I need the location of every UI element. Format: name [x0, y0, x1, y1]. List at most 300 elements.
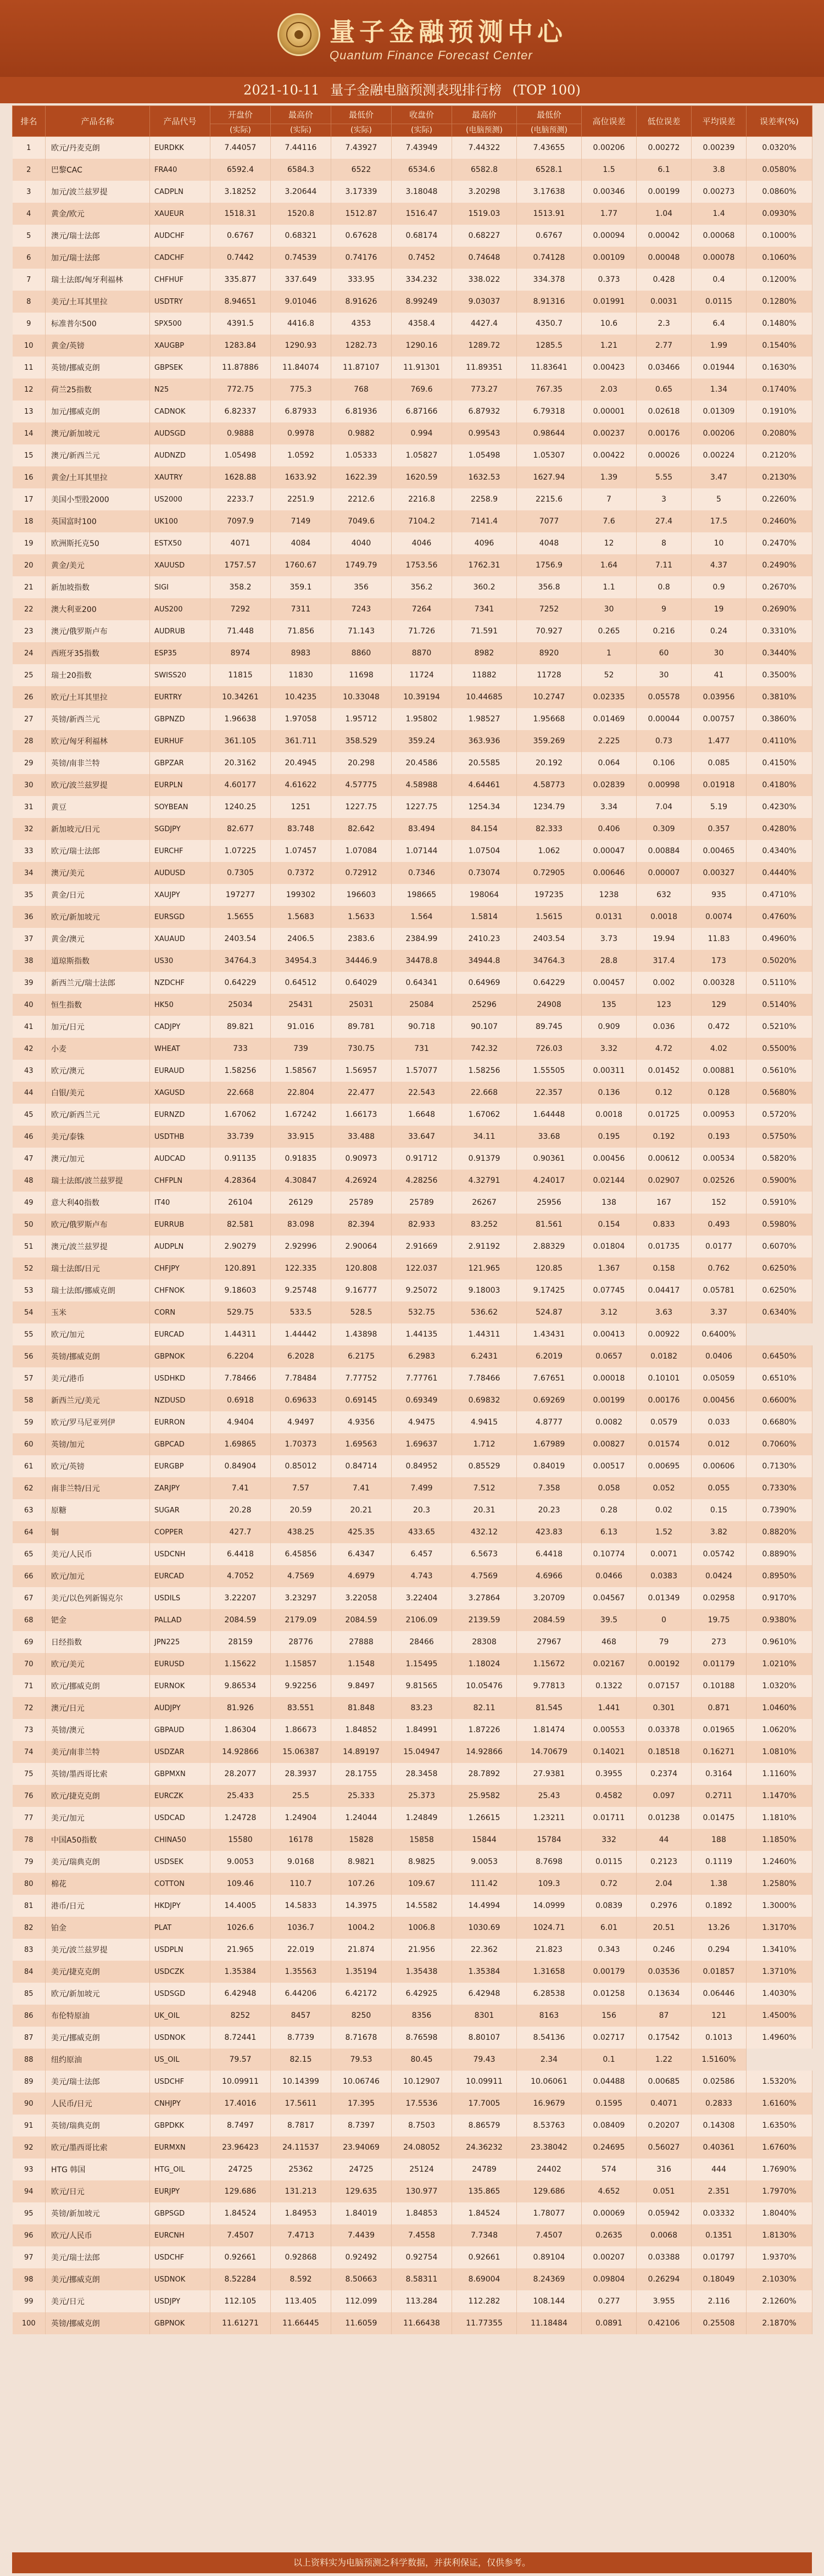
cell-open: 82.677	[210, 818, 271, 840]
cell-pred-high: 2258.9	[452, 488, 517, 510]
cell-name: 黄金/美元	[46, 554, 150, 576]
cell-name: 黄金/日元	[46, 884, 150, 906]
cell-name: 欧元/美元	[46, 1653, 150, 1675]
cell-open: 1240.25	[210, 796, 271, 818]
cell-pred-low: 7077	[517, 510, 582, 532]
cell-err-pct: 0.4180%	[747, 774, 812, 796]
cell-high: 16178	[271, 1829, 331, 1851]
cell-rank: 35	[13, 884, 46, 906]
cell-close: 28466	[392, 1631, 452, 1653]
cell-low: 2084.59	[331, 1609, 392, 1631]
table-row	[13, 774, 812, 796]
cell-avg-err: 1.477	[692, 730, 747, 752]
cell-avg-err: 188	[692, 1829, 747, 1851]
cell-low: 356	[331, 576, 392, 598]
cell-code: USDTRY	[150, 291, 210, 313]
cell-name: 欧元/瑞士法郎	[46, 840, 150, 862]
cell-name: 欧元/罗马尼亚列伊	[46, 1411, 150, 1433]
cell-rank: 54	[13, 1301, 46, 1323]
cell-close: 334.232	[392, 269, 452, 291]
cell-high-err: 1238	[582, 884, 637, 906]
cell-low-err: 6.1	[637, 159, 692, 181]
table-row	[13, 247, 812, 269]
cell-low-err: 0.73	[637, 730, 692, 752]
cell-high: 1251	[271, 796, 331, 818]
cell-name: 加元/日元	[46, 1016, 150, 1038]
cell-err-pct: 2.1870%	[747, 2312, 812, 2334]
cell-pred-high: 1.712	[452, 1433, 517, 1455]
table-row	[13, 1104, 812, 1126]
table-row	[13, 1763, 812, 1785]
cell-avg-err: 0.01797	[692, 2246, 747, 2268]
cell-rank: 13	[13, 400, 46, 422]
cell-pred-low: 14.0999	[517, 1895, 582, 1917]
cell-high: 4.9497	[271, 1411, 331, 1433]
cell-err-pct: 1.1850%	[747, 1829, 812, 1851]
cell-pred-high: 4.64461	[452, 774, 517, 796]
cell-open: 1.44311	[210, 1323, 271, 1345]
cell-name: 欧元/加元	[46, 1323, 150, 1345]
cell-rank: 2	[13, 159, 46, 181]
cell-open: 8.72441	[210, 2027, 271, 2049]
cell-avg-err: 0.00273	[692, 181, 747, 203]
cell-pred-high: 4096	[452, 532, 517, 554]
cell-low-err: 0.01452	[637, 1060, 692, 1082]
cell-code: EURCAD	[150, 1565, 210, 1587]
col-pred-high-sub: (电脑预测)	[452, 124, 517, 137]
report-date: 2021-10-11	[243, 82, 320, 98]
cell-pred-high: 773.27	[452, 379, 517, 400]
table-row	[13, 1719, 812, 1741]
cell-low-err: 0.309	[637, 818, 692, 840]
cell-err-pct: 0.2470%	[747, 532, 812, 554]
cell-open: 1.07225	[210, 840, 271, 862]
cell-pred-high: 1.18024	[452, 1653, 517, 1675]
cell-avg-err: 0.00757	[692, 708, 747, 730]
cell-err-pct: 0.2130%	[747, 466, 812, 488]
cell-avg-err: 13.26	[692, 1917, 747, 1939]
cell-high-err: 468	[582, 1631, 637, 1653]
cell-code: USDPLN	[150, 1939, 210, 1961]
cell-code: GBPNOK	[150, 2312, 210, 2334]
cell-low: 0.67628	[331, 225, 392, 247]
cell-err-pct: 0.4960%	[747, 928, 812, 950]
cell-close: 1227.75	[392, 796, 452, 818]
cell-high: 28.3937	[271, 1763, 331, 1785]
cell-err-pct: 1.8040%	[747, 2202, 812, 2224]
cell-low: 129.635	[331, 2180, 392, 2202]
cell-name: 西班牙35指数	[46, 642, 150, 664]
cell-open: 1.15622	[210, 1653, 271, 1675]
cell-high: 1.67242	[271, 1104, 331, 1126]
cell-err-pct: 1.3000%	[747, 1895, 812, 1917]
cell-low: 21.874	[331, 1939, 392, 1961]
cell-high: 438.25	[271, 1521, 331, 1543]
table-row	[13, 2202, 812, 2224]
cell-name: 欧元/新西兰元	[46, 1104, 150, 1126]
cell-pred-high: 14.4994	[452, 1895, 517, 1917]
cell-rank: 28	[13, 730, 46, 752]
cell-high-err: 0.343	[582, 1939, 637, 1961]
cell-high-err: 332	[582, 1829, 637, 1851]
cell-high-err: 0.00047	[582, 840, 637, 862]
cell-high-err: 0.00069	[582, 2202, 637, 2224]
cell-err-pct: 0.9610%	[747, 1631, 812, 1653]
cell-pred-high: 20.31	[452, 1499, 517, 1521]
cell-code: EURCAD	[150, 1323, 210, 1345]
cell-open: 0.84904	[210, 1455, 271, 1477]
cell-open: 15580	[210, 1829, 271, 1851]
cell-high: 4.7569	[271, 1565, 331, 1587]
cell-err-pct: 0.8820%	[747, 1521, 812, 1543]
cell-high: 6.87933	[271, 400, 331, 422]
cell-rank: 86	[13, 2005, 46, 2027]
cell-high-err: 0.0115	[582, 1851, 637, 1873]
cell-high: 1.07457	[271, 840, 331, 862]
cell-avg-err: 0.01475	[692, 1807, 747, 1829]
quantum-logo-icon	[277, 13, 320, 56]
cell-avg-err: 0.00606	[692, 1455, 747, 1477]
cell-avg-err: 0.01309	[692, 400, 747, 422]
cell-pred-low: 9.17425	[517, 1279, 582, 1301]
cell-rank: 60	[13, 1433, 46, 1455]
cell-close: 25084	[392, 994, 452, 1016]
cell-low: 0.72912	[331, 862, 392, 884]
table-row	[13, 466, 812, 488]
cell-avg-err: 30	[692, 642, 747, 664]
cell-code: JPN225	[150, 1631, 210, 1653]
cell-low-err: 0.0031	[637, 291, 692, 313]
cell-code: CHFNOK	[150, 1279, 210, 1301]
cell-close: 82.933	[392, 1214, 452, 1236]
cell-pred-low: 524.87	[517, 1301, 582, 1323]
cell-avg-err: 0.2711	[692, 1785, 747, 1807]
cell-low: 4.26924	[331, 1170, 392, 1192]
cell-low: 0.69145	[331, 1389, 392, 1411]
cell-pred-low: 9.77813	[517, 1675, 582, 1697]
cell-pred-high: 34944.8	[452, 950, 517, 972]
cell-pred-low: 0.84019	[517, 1455, 582, 1477]
cell-open: 0.6767	[210, 225, 271, 247]
cell-code: XAUGBP	[150, 335, 210, 357]
cell-low: 1.69563	[331, 1433, 392, 1455]
cell-pred-high: 8.80107	[452, 2027, 517, 2049]
cell-pred-high: 22.668	[452, 1082, 517, 1104]
cell-err-pct: 0.3810%	[747, 686, 812, 708]
cell-high: 8.7739	[271, 2027, 331, 2049]
cell-high-err: 0.14021	[582, 1741, 637, 1763]
table-body	[13, 137, 812, 2335]
cell-pred-low: 1.95668	[517, 708, 582, 730]
cell-name: 美元/港币	[46, 1367, 150, 1389]
table-row	[13, 1917, 812, 1939]
cell-close: 433.65	[392, 1521, 452, 1543]
cell-high: 4.61622	[271, 774, 331, 796]
cell-high: 3.20644	[271, 181, 331, 203]
table-row	[13, 159, 812, 181]
cell-err-pct: 1.4500%	[747, 2005, 812, 2027]
cell-high: 15.06387	[271, 1741, 331, 1763]
cell-high: 7.78484	[271, 1367, 331, 1389]
cell-pred-high: 1.26615	[452, 1807, 517, 1829]
cell-code: EURJPY	[150, 2180, 210, 2202]
cell-low: 8.50663	[331, 2268, 392, 2290]
cell-high-err: 0.01804	[582, 1236, 637, 1258]
cell-close: 1.84991	[392, 1719, 452, 1741]
cell-high-err: 7.6	[582, 510, 637, 532]
cell-low: 34446.9	[331, 950, 392, 972]
cell-code: PALLAD	[150, 1609, 210, 1631]
cell-high: 1.58567	[271, 1060, 331, 1082]
cell-pred-low: 726.03	[517, 1038, 582, 1060]
cell-pred-high: 112.282	[452, 2290, 517, 2312]
cell-high-err: 0.064	[582, 752, 637, 774]
cell-low: 1.1548	[331, 1653, 392, 1675]
table-row	[13, 1675, 812, 1697]
cell-close: 0.84952	[392, 1455, 452, 1477]
cell-low: 0.92492	[331, 2246, 392, 2268]
table-row	[13, 1851, 812, 1873]
cell-pred-low: 89.745	[517, 1016, 582, 1038]
cell-high-err: 0.02335	[582, 686, 637, 708]
cell-pred-high: 34.11	[452, 1126, 517, 1148]
cell-avg-err: 0.40361	[692, 2137, 747, 2158]
cell-high-err: 6.01	[582, 1917, 637, 1939]
cell-name: 美元/波兰兹罗提	[46, 1939, 150, 1961]
cell-low-err: 79	[637, 1631, 692, 1653]
cell-high-err: 0.09804	[582, 2268, 637, 2290]
cell-avg-err: 0.14308	[692, 2115, 747, 2137]
cell-high-err: 0.02717	[582, 2027, 637, 2049]
cell-open: 34764.3	[210, 950, 271, 972]
cell-rank: 34	[13, 862, 46, 884]
cell-high-err: 0.2635	[582, 2224, 637, 2246]
cell-code: EURPLN	[150, 774, 210, 796]
cell-high: 7.57	[271, 1477, 331, 1499]
cell-avg-err: 0.357	[692, 818, 747, 840]
cell-high-err: 3.12	[582, 1301, 637, 1323]
cell-pred-low: 4350.7	[517, 313, 582, 335]
cell-err-pct: 0.6600%	[747, 1389, 812, 1411]
cell-low: 1.05333	[331, 444, 392, 466]
cell-pred-low: 1.31658	[517, 1961, 582, 1983]
cell-pred-low: 6.4418	[517, 1543, 582, 1565]
cell-code: USDCZK	[150, 1961, 210, 1983]
cell-low-err: 0.00026	[637, 444, 692, 466]
cell-pred-high: 4.32791	[452, 1170, 517, 1192]
cell-pred-low: 1285.5	[517, 335, 582, 357]
table-row	[13, 1279, 812, 1301]
cell-err-pct: 0.3310%	[747, 620, 812, 642]
cell-open: 4.28364	[210, 1170, 271, 1192]
cell-rank: 95	[13, 2202, 46, 2224]
cell-name: 美元/挪威克朗	[46, 2027, 150, 2049]
cell-rank: 94	[13, 2180, 46, 2202]
cell-low: 1.24044	[331, 1807, 392, 1829]
cell-pred-low: 2403.54	[517, 928, 582, 950]
cell-code: CHFHUF	[150, 269, 210, 291]
cell-rank: 22	[13, 598, 46, 620]
cell-close: 4358.4	[392, 313, 452, 335]
cell-pred-high: 0.73074	[452, 862, 517, 884]
cell-pred-high: 8301	[452, 2005, 517, 2027]
cell-err-pct: 0.8890%	[747, 1543, 812, 1565]
cell-low-err: 0.00042	[637, 225, 692, 247]
cell-open: 7.78466	[210, 1367, 271, 1389]
cell-err-pct: 0.1740%	[747, 379, 812, 400]
cell-pred-low: 25956	[517, 1192, 582, 1214]
cell-err-pct: 0.4440%	[747, 862, 812, 884]
cell-low: 33.488	[331, 1126, 392, 1148]
cell-close: 3.22404	[392, 1587, 452, 1609]
cell-code: EURNZD	[150, 1104, 210, 1126]
cell-rank: 78	[13, 1829, 46, 1851]
cell-low: 1.35194	[331, 1961, 392, 1983]
cell-code: AUDNZD	[150, 444, 210, 466]
cell-err-pct: 0.7390%	[747, 1499, 812, 1521]
cell-low: 7.77752	[331, 1367, 392, 1389]
cell-avg-err: 0.01179	[692, 1653, 747, 1675]
table-row	[13, 1873, 812, 1895]
cell-open: 109.46	[210, 1873, 271, 1895]
cell-pred-low: 6.79318	[517, 400, 582, 422]
cell-name: 美元/加元	[46, 1807, 150, 1829]
cell-pred-low: 3.20709	[517, 1587, 582, 1609]
cell-code: EURRUB	[150, 1214, 210, 1236]
cell-open: 26104	[210, 1192, 271, 1214]
table-row	[13, 1983, 812, 2005]
cell-low: 15828	[331, 1829, 392, 1851]
cell-high-err: 0.00018	[582, 1367, 637, 1389]
cell-name: 新加坡元/日元	[46, 818, 150, 840]
cell-close: 1.84853	[392, 2202, 452, 2224]
cell-name: 日经指数	[46, 1631, 150, 1653]
cell-name: 英镑/新加坡元	[46, 2202, 150, 2224]
table-row	[13, 1060, 812, 1082]
cell-avg-err: 0.01918	[692, 774, 747, 796]
cell-high: 10.14399	[271, 2071, 331, 2093]
cell-pred-high: 536.62	[452, 1301, 517, 1323]
cell-pred-high: 2139.59	[452, 1609, 517, 1631]
cell-rank: 46	[13, 1126, 46, 1148]
cell-low-err: 3	[637, 488, 692, 510]
cell-low: 6.4347	[331, 1543, 392, 1565]
cell-pred-low: 356.8	[517, 576, 582, 598]
cell-low-err: 0.0182	[637, 1345, 692, 1367]
cell-high-err: 2.03	[582, 379, 637, 400]
cell-pred-high: 10.09911	[452, 2071, 517, 2093]
col-code: 产品代号	[150, 106, 210, 137]
cell-high: 4.30847	[271, 1170, 331, 1192]
cell-code: USDSGD	[150, 1983, 210, 2005]
cell-low: 8.7397	[331, 2115, 392, 2137]
cell-open: 8.52284	[210, 2268, 271, 2290]
cell-pred-high: 0.64969	[452, 972, 517, 994]
cell-close: 0.7346	[392, 862, 452, 884]
cell-low: 333.95	[331, 269, 392, 291]
cell-name: 黄金/澳元	[46, 928, 150, 950]
cell-high-err: 0.04488	[582, 2071, 637, 2093]
cell-low-err: 5.55	[637, 466, 692, 488]
cell-low-err: 0.158	[637, 1258, 692, 1279]
cell-pred-high: 2410.23	[452, 928, 517, 950]
cell-close: 1006.8	[392, 1917, 452, 1939]
cell-pred-high: 1.98527	[452, 708, 517, 730]
cell-open: 0.91135	[210, 1148, 271, 1170]
cell-pred-high: 15844	[452, 1829, 517, 1851]
cell-open: 7.44057	[210, 137, 271, 159]
cell-pred-high: 0.91379	[452, 1148, 517, 1170]
cell-rank: 10	[13, 335, 46, 357]
cell-name: 澳元/俄罗斯卢布	[46, 620, 150, 642]
cell-err-pct: 0.7060%	[747, 1433, 812, 1455]
cell-rank: 53	[13, 1279, 46, 1301]
cell-high-err: 0.28	[582, 1499, 637, 1521]
cell-high: 3.23297	[271, 1587, 331, 1609]
cell-err-pct: 0.5110%	[747, 972, 812, 994]
cell-high-err: 0.0839	[582, 1895, 637, 1917]
table-row	[13, 2246, 812, 2268]
cell-open: 33.739	[210, 1126, 271, 1148]
cell-close: 1.57077	[392, 1060, 452, 1082]
brand-name-cn: 量子金融预测中心	[330, 17, 567, 47]
cell-low: 6.2175	[331, 1345, 392, 1367]
cell-avg-err: 0.01965	[692, 1719, 747, 1741]
cell-high-err: 1	[582, 642, 637, 664]
cell-err-pct: 1.0320%	[747, 1675, 812, 1697]
cell-low-err: 1.52	[637, 1521, 692, 1543]
table-row	[13, 1148, 812, 1170]
cell-high: 91.016	[271, 1016, 331, 1038]
cell-open: 22.668	[210, 1082, 271, 1104]
cell-avg-err: 4.02	[692, 1038, 747, 1060]
cell-close: 6.457	[392, 1543, 452, 1565]
cell-rank: 63	[13, 1499, 46, 1521]
cell-code: US2000	[150, 488, 210, 510]
cell-close: 1.564	[392, 906, 452, 928]
cell-err-pct: 0.2460%	[747, 510, 812, 532]
cell-pred-low: 120.85	[517, 1258, 582, 1279]
cell-close: 1516.47	[392, 203, 452, 225]
cell-pred-high: 432.12	[452, 1521, 517, 1543]
cell-pred-low: 0.6767	[517, 225, 582, 247]
cell-low-err: 0.03536	[637, 1961, 692, 1983]
cell-high-err: 52	[582, 664, 637, 686]
cell-rank: 23	[13, 620, 46, 642]
cell-rank: 88	[13, 2049, 46, 2071]
col-high: 最高价	[271, 106, 331, 124]
cell-low-err: 0.0579	[637, 1411, 692, 1433]
cell-avg-err: 0.055	[692, 1477, 747, 1499]
cell-low: 1512.87	[331, 203, 392, 225]
cell-high-err: 0.01991	[582, 291, 637, 313]
cell-pred-low: 82.333	[517, 818, 582, 840]
cell-close: 11724	[392, 664, 452, 686]
cell-code: EURCNH	[150, 2224, 210, 2246]
cell-code: EURNOK	[150, 1675, 210, 1697]
cell-low: 8.91626	[331, 291, 392, 313]
cell-low-err: 0.00176	[637, 1389, 692, 1411]
cell-close: 0.69349	[392, 1389, 452, 1411]
cell-rank: 55	[13, 1323, 46, 1345]
cell-err-pct: 0.2490%	[747, 554, 812, 576]
cell-high-err: 0.02839	[582, 774, 637, 796]
cell-high: 83.098	[271, 1214, 331, 1236]
cell-avg-err: 0.18049	[692, 2268, 747, 2290]
cell-close: 9.25072	[392, 1279, 452, 1301]
col-low-err: 低位误差	[637, 106, 692, 137]
cell-open: 1.58256	[210, 1060, 271, 1082]
